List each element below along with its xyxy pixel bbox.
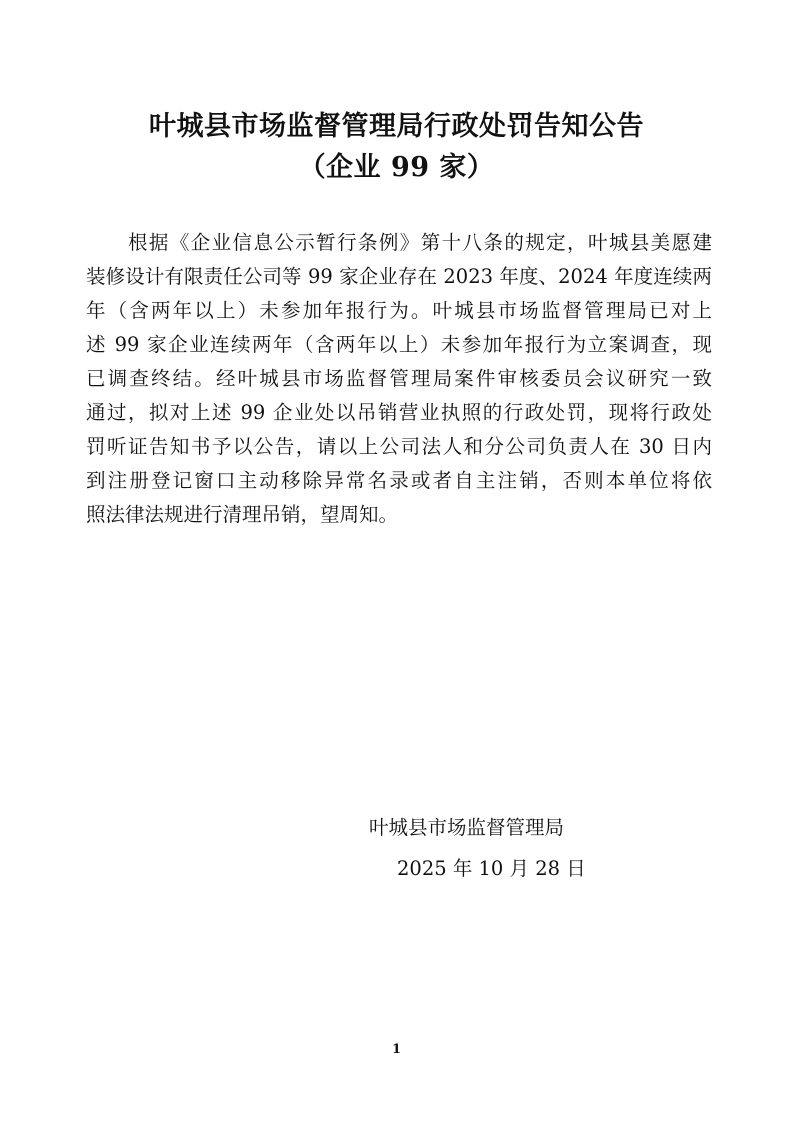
body-line: 述 99 家企业连续两年（含两年以上）未参加年报行为立案调查，现 xyxy=(86,333,712,356)
document-subtitle: （企业 99 家） xyxy=(298,152,495,183)
notice-body xyxy=(86,226,712,532)
body-line: 罚听证告知书予以公告，请以上公司法人和分公司负责人在 30 日内 xyxy=(86,435,712,458)
body-line: 装修设计有限责任公司等 99 家企业存在 2023 年度、2024 年度连续两 xyxy=(86,265,712,288)
body-line: 照法律法规进行清理吊销，望周知。 xyxy=(86,503,399,526)
body-line: 已调查终结。经叶城县市场监督管理局案件审核委员会议研究一致 xyxy=(86,367,712,390)
issuing-organization: 叶城县市场监督管理局 xyxy=(369,816,565,839)
body-line: 根据《企业信息公示暂行条例》第十八条的规定，叶城县美愿建 xyxy=(128,231,712,254)
body-line: 通过，拟对上述 99 企业处以吊销营业执照的行政处罚，现将行政处 xyxy=(86,401,712,424)
body-line: 到注册登记窗口主动移除异常名录或者自主注销，否则本单位将依 xyxy=(86,469,712,492)
page-number: 1 xyxy=(391,1042,402,1057)
issue-date: 2025 年 10 月 28 日 xyxy=(397,857,586,880)
body-line: 年（含两年以上）未参加年报行为。叶城县市场监督管理局已对上 xyxy=(86,299,712,322)
document-title: 叶城县市场监督管理局行政处罚告知公告 xyxy=(149,111,644,142)
